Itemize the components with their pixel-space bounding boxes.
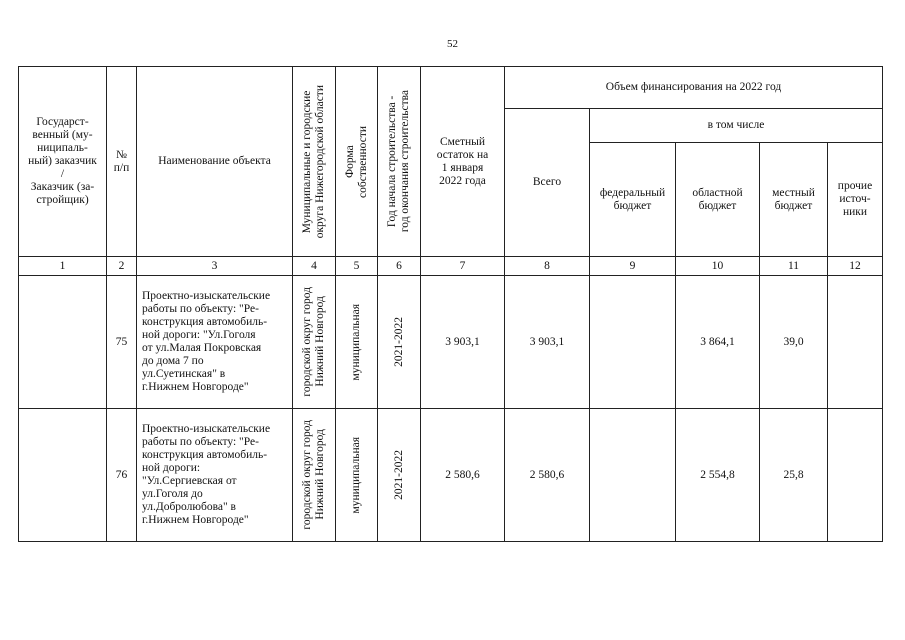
table-row — [19, 276, 883, 409]
header-municipality — [293, 67, 336, 257]
cell-regional: 2 554,8 — [676, 409, 760, 542]
header-index: № п/п — [107, 67, 137, 257]
header-total: Всего — [505, 109, 590, 257]
header-federal: федеральный бюджет — [590, 143, 676, 257]
header-years-text: Год начала строительства - год окончания строительства — [386, 90, 411, 233]
header-local: местный бюджет — [760, 143, 828, 257]
header-ownership — [336, 67, 378, 257]
header-object-name: Наименование объекта — [137, 67, 293, 257]
cell-total: 3 903,1 — [505, 276, 590, 409]
cell-object-name: Проектно-изыскательские работы по объекту: "Ре- конструкция автомобиль- ной дороги: "Ул.Гоголя от ул.Малая Покровская до дома 7 по ул.Суетинская" в г.Нижнем Новгороде" — [137, 276, 293, 409]
cell-municipality — [293, 409, 336, 542]
header-including: в том числе — [590, 109, 883, 143]
page-number: 52 — [447, 38, 458, 50]
cell-years-text: 2021-2022 — [392, 317, 405, 367]
column-number: 6 — [378, 257, 421, 276]
column-number: 1 — [19, 257, 107, 276]
column-number-row — [19, 257, 883, 276]
cell-index: 76 — [107, 409, 137, 542]
column-number: 5 — [336, 257, 378, 276]
column-number: 10 — [676, 257, 760, 276]
header-financing: Объем финансирования на 2022 год — [505, 67, 883, 109]
cell-balance: 3 903,1 — [421, 276, 505, 409]
table-row — [19, 409, 883, 542]
cell-balance: 2 580,6 — [421, 409, 505, 542]
column-number: 4 — [293, 257, 336, 276]
column-number: 7 — [421, 257, 505, 276]
cell-federal — [590, 276, 676, 409]
column-number: 9 — [590, 257, 676, 276]
cell-ownership-text: муниципальная — [350, 436, 362, 514]
cell-other — [828, 276, 883, 409]
cell-ownership-text: муниципальная — [350, 303, 362, 381]
column-number: 11 — [760, 257, 828, 276]
cell-customer — [19, 409, 107, 542]
column-number: 2 — [107, 257, 137, 276]
cell-customer — [19, 276, 107, 409]
header-customer: Государст- венный (му- ниципаль- ный) заказчик / Заказчик (за- стройщик) — [19, 67, 107, 257]
cell-years-text: 2021-2022 — [392, 450, 405, 500]
financing-table — [18, 66, 883, 542]
cell-index: 75 — [107, 276, 137, 409]
header-municipality-text: Муниципальные и городские округа Нижегородской области — [301, 84, 326, 239]
cell-years — [378, 409, 421, 542]
cell-total: 2 580,6 — [505, 409, 590, 542]
cell-ownership — [336, 276, 378, 409]
column-number: 8 — [505, 257, 590, 276]
column-number: 12 — [828, 257, 883, 276]
cell-municipality-text: городской округ город Нижний Новгород — [301, 420, 326, 530]
cell-local: 25,8 — [760, 409, 828, 542]
cell-object-name: Проектно-изыскательские работы по объекту: "Ре- конструкция автомобиль- ной дороги: "Ул.Сергиевская от ул.Гоголя до ул.Добролюбова" в г.Нижнем Новгороде" — [137, 409, 293, 542]
header-balance: Сметный остаток на 1 января 2022 года — [421, 67, 505, 257]
cell-municipality — [293, 276, 336, 409]
cell-federal — [590, 409, 676, 542]
cell-other — [828, 409, 883, 542]
header-years — [378, 67, 421, 257]
header-regional: областной бюджет — [676, 143, 760, 257]
header-other: прочие источ- ники — [828, 143, 883, 257]
cell-local: 39,0 — [760, 276, 828, 409]
cell-years — [378, 276, 421, 409]
column-number: 3 — [137, 257, 293, 276]
cell-ownership — [336, 409, 378, 542]
cell-regional: 3 864,1 — [676, 276, 760, 409]
cell-municipality-text: городской округ город Нижний Новгород — [301, 287, 326, 397]
header-ownership-text: Форма собственности — [343, 125, 369, 198]
